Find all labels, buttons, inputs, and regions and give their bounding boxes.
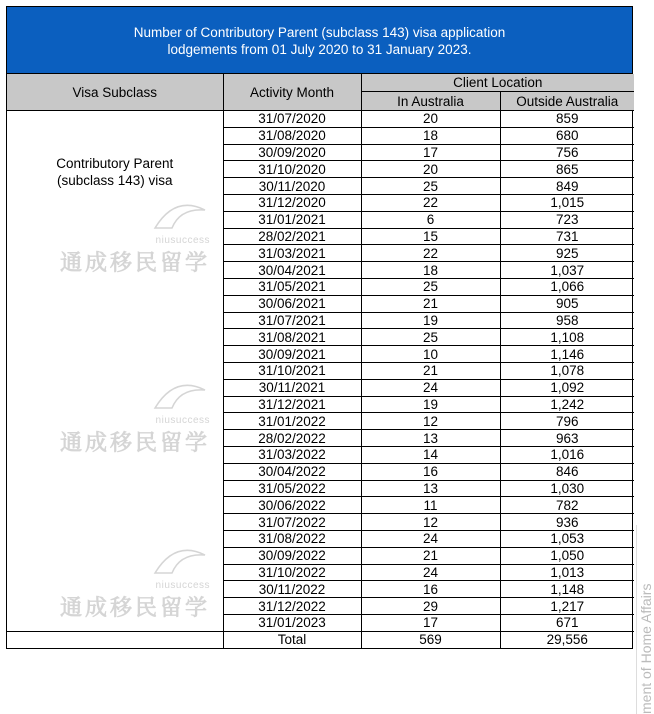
lodgements-report	[6, 6, 633, 649]
in-australia-cell: 13	[361, 430, 500, 447]
activity-month-cell: 31/05/2022	[223, 480, 361, 497]
activity-month-cell: 31/10/2020	[223, 161, 361, 178]
visa-subclass-line-1: Contributory Parent	[56, 156, 174, 171]
total-label: Total	[223, 631, 361, 647]
outside-australia-cell: 859	[500, 111, 634, 128]
activity-month-cell: 31/03/2022	[223, 446, 361, 463]
activity-month-cell: 31/03/2021	[223, 245, 361, 262]
activity-month-cell: 30/04/2022	[223, 463, 361, 480]
outside-australia-cell: 925	[500, 245, 634, 262]
activity-month-cell: 30/04/2021	[223, 262, 361, 279]
in-australia-cell: 10	[361, 346, 500, 363]
outside-australia-cell: 1,066	[500, 278, 634, 295]
report-title-line-2: lodgements from 01 July 2020 to 31 January 2023.	[167, 42, 472, 57]
outside-australia-cell: 905	[500, 295, 634, 312]
in-australia-cell: 21	[361, 295, 500, 312]
watermark-en: niusuccess	[155, 415, 211, 426]
activity-month-cell: 31/05/2021	[223, 278, 361, 295]
outside-australia-cell: 1,242	[500, 396, 634, 413]
activity-month-cell: 28/02/2022	[223, 430, 361, 447]
in-australia-cell: 22	[361, 245, 500, 262]
total-row	[7, 631, 634, 647]
in-australia-cell: 20	[361, 161, 500, 178]
activity-month-cell: 30/09/2020	[223, 144, 361, 161]
outside-australia-cell: 1,148	[500, 581, 634, 598]
outside-australia-cell: 846	[500, 463, 634, 480]
visa-subclass-cell	[7, 111, 223, 632]
header-client-location: Client Location	[361, 74, 634, 92]
outside-australia-cell: 958	[500, 312, 634, 329]
outside-australia-cell: 963	[500, 430, 634, 447]
side-divider	[636, 525, 637, 714]
activity-month-cell: 28/02/2021	[223, 228, 361, 245]
in-australia-cell: 20	[361, 111, 500, 128]
activity-month-cell: 31/07/2022	[223, 514, 361, 531]
visa-subclass-line-2: (subclass 143) visa	[56, 173, 173, 188]
watermark-cn: 通成移民留学	[60, 430, 211, 455]
header-activity-month: Activity Month	[223, 74, 361, 111]
outside-australia-cell: 723	[500, 211, 634, 228]
activity-month-cell: 31/08/2020	[223, 127, 361, 144]
in-australia-cell: 22	[361, 194, 500, 211]
outside-australia-cell: 1,050	[500, 547, 634, 564]
in-australia-cell: 17	[361, 144, 500, 161]
report-title-line-1: Number of Contributory Parent (subclass 143) visa application	[133, 25, 506, 40]
activity-month-cell: 31/12/2021	[223, 396, 361, 413]
header-visa-subclass: Visa Subclass	[7, 74, 223, 111]
outside-australia-cell: 731	[500, 228, 634, 245]
in-australia-cell: 6	[361, 211, 500, 228]
outside-australia-cell: 1,078	[500, 362, 634, 379]
in-australia-cell: 24	[361, 564, 500, 581]
outside-australia-cell: 1,030	[500, 480, 634, 497]
activity-month-cell: 31/08/2021	[223, 329, 361, 346]
watermark-en: niusuccess	[155, 235, 211, 246]
activity-month-cell: 31/07/2020	[223, 111, 361, 128]
activity-month-cell: 30/09/2021	[223, 346, 361, 363]
table-body	[7, 111, 634, 648]
in-australia-cell: 11	[361, 497, 500, 514]
in-australia-cell: 29	[361, 598, 500, 615]
activity-month-cell: 30/11/2022	[223, 581, 361, 598]
report-title	[7, 7, 632, 74]
outside-australia-cell: 1,016	[500, 446, 634, 463]
activity-month-cell: 31/01/2021	[223, 211, 361, 228]
activity-month-cell: 30/06/2022	[223, 497, 361, 514]
activity-month-cell: 30/06/2021	[223, 295, 361, 312]
activity-month-cell: 31/12/2020	[223, 194, 361, 211]
outside-australia-cell: 680	[500, 127, 634, 144]
outside-australia-cell: 1,146	[500, 346, 634, 363]
watermark-cn: 通成移民留学	[60, 595, 211, 620]
in-australia-cell: 15	[361, 228, 500, 245]
in-australia-cell: 25	[361, 278, 500, 295]
activity-month-cell: 31/12/2022	[223, 598, 361, 615]
in-australia-cell: 21	[361, 547, 500, 564]
table-row	[7, 111, 634, 128]
outside-australia-cell: 1,053	[500, 530, 634, 547]
in-australia-cell: 24	[361, 379, 500, 396]
in-australia-cell: 12	[361, 514, 500, 531]
watermark-cn: 通成移民留学	[60, 250, 211, 275]
in-australia-cell: 16	[361, 463, 500, 480]
in-australia-cell: 17	[361, 614, 500, 631]
in-australia-cell: 18	[361, 262, 500, 279]
total-in-australia: 569	[361, 631, 500, 647]
outside-australia-cell: 1,108	[500, 329, 634, 346]
outside-australia-cell: 1,037	[500, 262, 634, 279]
activity-month-cell: 31/01/2022	[223, 413, 361, 430]
outside-australia-cell: 671	[500, 614, 634, 631]
outside-australia-cell: 865	[500, 161, 634, 178]
total-blank-cell	[7, 631, 223, 647]
in-australia-cell: 19	[361, 396, 500, 413]
outside-australia-cell: 1,092	[500, 379, 634, 396]
header-in-australia: In Australia	[361, 92, 500, 111]
total-outside-australia: 29,556	[500, 631, 634, 647]
outside-australia-cell: 1,217	[500, 598, 634, 615]
activity-month-cell: 31/07/2021	[223, 312, 361, 329]
activity-month-cell: 31/10/2021	[223, 362, 361, 379]
activity-month-cell: 31/08/2022	[223, 530, 361, 547]
lodgements-table	[7, 74, 634, 648]
in-australia-cell: 13	[361, 480, 500, 497]
header-outside-australia: Outside Australia	[500, 92, 634, 111]
activity-month-cell: 30/09/2022	[223, 547, 361, 564]
in-australia-cell: 24	[361, 530, 500, 547]
outside-australia-cell: 936	[500, 514, 634, 531]
in-australia-cell: 19	[361, 312, 500, 329]
in-australia-cell: 18	[361, 127, 500, 144]
in-australia-cell: 16	[361, 581, 500, 598]
outside-australia-cell: 782	[500, 497, 634, 514]
side-caption: ment of Home Affairs	[638, 583, 654, 714]
activity-month-cell: 30/11/2021	[223, 379, 361, 396]
in-australia-cell: 25	[361, 329, 500, 346]
outside-australia-cell: 756	[500, 144, 634, 161]
outside-australia-cell: 796	[500, 413, 634, 430]
outside-australia-cell: 849	[500, 178, 634, 195]
in-australia-cell: 12	[361, 413, 500, 430]
activity-month-cell: 30/11/2020	[223, 178, 361, 195]
outside-australia-cell: 1,015	[500, 194, 634, 211]
in-australia-cell: 14	[361, 446, 500, 463]
watermark-en: niusuccess	[155, 580, 211, 591]
in-australia-cell: 21	[361, 362, 500, 379]
outside-australia-cell: 1,013	[500, 564, 634, 581]
in-australia-cell: 25	[361, 178, 500, 195]
activity-month-cell: 31/01/2023	[223, 614, 361, 631]
activity-month-cell: 31/10/2022	[223, 564, 361, 581]
